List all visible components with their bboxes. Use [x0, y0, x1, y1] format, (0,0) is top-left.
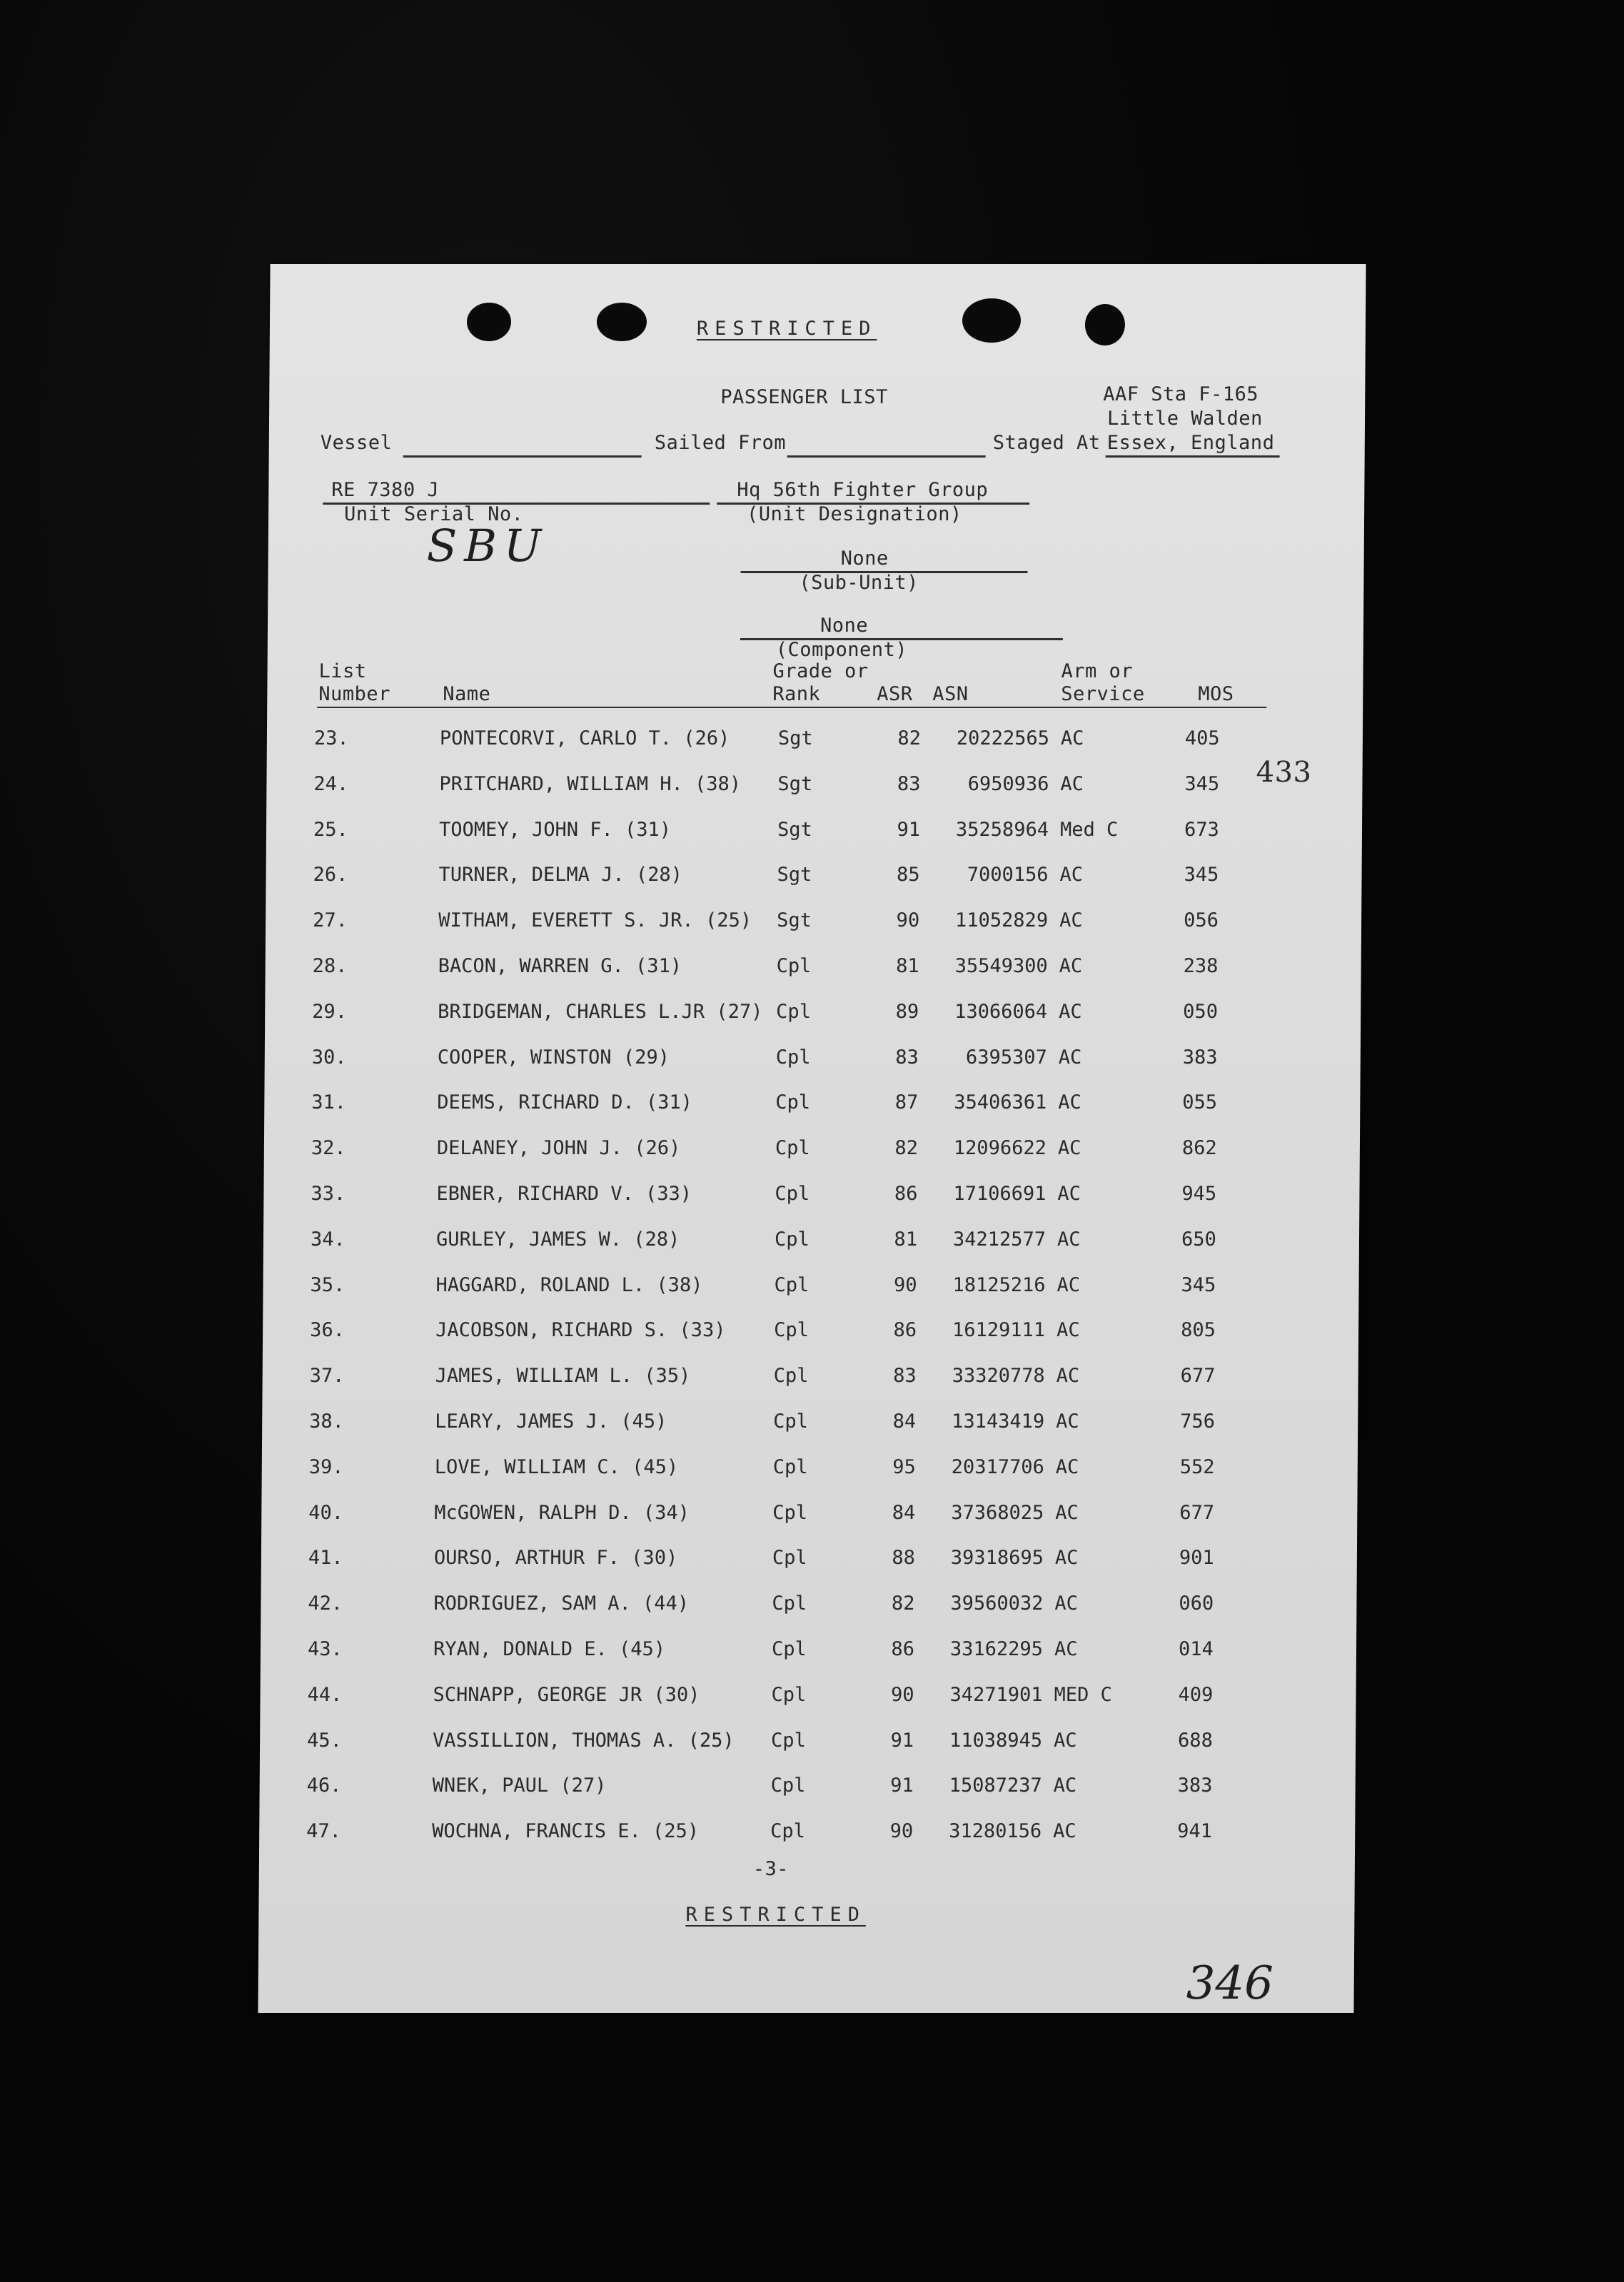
grade-cell: Cpl	[774, 1228, 810, 1251]
grade-cell: Cpl	[776, 955, 812, 977]
mos-cell: 345	[1181, 1274, 1216, 1296]
asr-cell: 90	[893, 1274, 917, 1296]
name-cell: LOVE, WILLIAM C. (45)	[434, 1456, 679, 1478]
arm-service-cell: MED C	[1054, 1684, 1112, 1706]
list-number-cell: 42.	[308, 1592, 343, 1615]
list-number-cell: 32.	[311, 1137, 346, 1159]
asr-cell: 91	[890, 1730, 914, 1752]
name-cell: BRIDGEMAN, CHARLES L.JR (27)	[438, 1001, 763, 1023]
asn-cell: 33162295	[949, 1638, 1044, 1660]
punch-hole-icon	[597, 303, 647, 341]
asn-cell: 35549300	[954, 955, 1048, 977]
table-row	[260, 1730, 1356, 1759]
table-row	[266, 910, 1361, 939]
grade-cell: Cpl	[774, 1319, 810, 1341]
asn-cell: 17106691	[953, 1183, 1046, 1205]
asn-cell: 37368025	[951, 1502, 1044, 1524]
arm-service-cell: AC	[1054, 1592, 1079, 1615]
table-row	[261, 1639, 1356, 1667]
arm-service-cell: Med C	[1059, 819, 1119, 841]
list-number-cell: 38.	[309, 1410, 345, 1433]
arm-service-cell: AC	[1054, 1638, 1078, 1660]
grade-cell: Sgt	[777, 909, 812, 932]
asr-cell: 84	[892, 1502, 916, 1524]
arm-service-cell: AC	[1056, 1228, 1081, 1251]
header-list-number-1: List	[318, 660, 367, 682]
asn-cell: 35258964	[955, 819, 1049, 841]
name-cell: LEARY, JAMES J. (45)	[435, 1410, 667, 1433]
grade-cell: Cpl	[775, 1183, 810, 1205]
arm-service-cell: AC	[1060, 727, 1084, 749]
mos-cell: 756	[1180, 1410, 1216, 1433]
list-number-cell: 43.	[307, 1638, 343, 1660]
table-row	[259, 1775, 1355, 1804]
handwritten-code: SBU	[426, 520, 549, 572]
page-number: -3-	[752, 1858, 790, 1880]
list-number-cell: 33.	[311, 1183, 346, 1205]
mos-cell: 055	[1182, 1091, 1218, 1114]
grade-cell: Cpl	[772, 1592, 807, 1615]
table-row	[264, 1092, 1360, 1121]
mos-cell: 060	[1179, 1592, 1214, 1615]
asn-cell: 15087237	[949, 1774, 1042, 1797]
list-number-cell: 31.	[311, 1091, 347, 1114]
table-row	[265, 1047, 1361, 1076]
mos-cell: 238	[1183, 955, 1219, 977]
asr-cell: 82	[894, 1137, 919, 1159]
list-number-cell: 36.	[310, 1319, 346, 1341]
handwritten-page-number: 346	[1186, 1957, 1274, 2010]
asn-cell: 12096622	[953, 1137, 1047, 1159]
mos-cell: 056	[1184, 909, 1219, 932]
list-number-cell: 24.	[313, 773, 349, 795]
document-page	[258, 264, 1366, 2013]
punch-hole-icon	[1085, 304, 1125, 345]
header-arm-1: Arm or	[1061, 660, 1134, 682]
table-row	[266, 864, 1361, 893]
arm-service-cell: AC	[1056, 1365, 1080, 1387]
mos-cell: 014	[1178, 1638, 1214, 1660]
header-grade-2: Rank	[772, 683, 821, 705]
table-row	[263, 1229, 1359, 1258]
name-cell: WOCHNA, FRANCIS E. (25)	[432, 1820, 700, 1842]
name-cell: SCHNAPP, GEORGE JR (30)	[433, 1684, 700, 1706]
mos-cell: 862	[1181, 1137, 1217, 1159]
arm-service-cell: AC	[1059, 955, 1083, 977]
name-cell: EBNER, RICHARD V. (33)	[436, 1183, 692, 1205]
staged-at-label: Staged At	[992, 432, 1101, 454]
asn-cell: 13143419	[952, 1410, 1045, 1433]
mos-cell: 650	[1181, 1228, 1216, 1251]
asn-cell: 35406361	[954, 1091, 1047, 1114]
table-row	[266, 956, 1361, 984]
asn-cell: 20317706	[951, 1456, 1044, 1478]
mos-cell: 345	[1184, 773, 1220, 795]
asn-cell: 7000156	[967, 864, 1049, 886]
header-underline	[317, 707, 1266, 708]
asn-cell: 11038945	[949, 1730, 1043, 1752]
list-number-cell: 23.	[313, 727, 349, 749]
grade-cell: Cpl	[770, 1820, 806, 1842]
sailed-from-label: Sailed From	[654, 432, 787, 454]
list-number-cell: 34.	[310, 1228, 346, 1251]
mos-cell: 945	[1181, 1183, 1217, 1205]
table-row	[261, 1593, 1356, 1622]
asn-cell: 11052829	[954, 909, 1049, 932]
list-number-cell: 39.	[308, 1456, 344, 1478]
vessel-underline	[403, 455, 642, 458]
arm-service-cell: AC	[1056, 1274, 1081, 1296]
table-row	[263, 1365, 1358, 1394]
unit-serial-value: RE 7380 J	[331, 479, 440, 501]
name-cell: WITHAM, EVERETT S. JR. (25)	[438, 909, 752, 932]
list-number-cell: 45.	[307, 1730, 343, 1752]
mos-cell: 805	[1181, 1319, 1216, 1341]
name-cell: TOOMEY, JOHN F. (31)	[438, 819, 672, 841]
name-cell: RYAN, DONALD E. (45)	[433, 1638, 666, 1660]
mos-cell: 409	[1178, 1684, 1214, 1706]
list-number-cell: 35.	[310, 1274, 346, 1296]
name-cell: DELANEY, JOHN J. (26)	[436, 1137, 681, 1159]
table-row	[262, 1411, 1358, 1440]
table-row	[263, 1183, 1359, 1212]
grade-cell: Sgt	[777, 727, 813, 749]
staged-at-underline	[1106, 455, 1280, 458]
arm-service-cell: AC	[1056, 1319, 1080, 1341]
asr-cell: 81	[894, 1228, 918, 1251]
sub-unit-label: (Sub-Unit)	[799, 572, 919, 594]
list-number-cell: 37.	[309, 1365, 345, 1387]
mos-cell: 673	[1184, 819, 1219, 841]
asn-cell: 16129111	[952, 1319, 1046, 1341]
name-cell: BACON, WARREN G. (31)	[438, 955, 682, 977]
asr-cell: 83	[895, 1046, 919, 1069]
grade-cell: Sgt	[777, 819, 812, 841]
asr-cell: 84	[892, 1410, 917, 1433]
table-row	[261, 1548, 1357, 1576]
punch-hole-icon	[962, 298, 1021, 343]
arm-service-cell: AC	[1055, 1502, 1079, 1524]
grade-cell: Sgt	[777, 773, 813, 795]
asn-cell: 13066064	[954, 1001, 1048, 1023]
grade-cell: Cpl	[774, 1274, 810, 1296]
list-number-cell: 26.	[313, 864, 348, 886]
table-row	[261, 1503, 1357, 1531]
arm-service-cell: AC	[1054, 1547, 1079, 1569]
arm-service-cell: AC	[1058, 1046, 1082, 1069]
asr-cell: 83	[897, 773, 921, 795]
grade-cell: Cpl	[770, 1774, 806, 1797]
arm-service-cell: AC	[1057, 1183, 1081, 1205]
grade-cell: Cpl	[771, 1684, 807, 1706]
table-row	[263, 1275, 1358, 1303]
station-line-3: Essex, England	[1106, 432, 1275, 454]
list-number-cell: 27.	[313, 909, 348, 932]
punch-hole-icon	[467, 303, 511, 341]
station-line-2: Little Walden	[1106, 408, 1263, 430]
asr-cell: 85	[896, 864, 920, 886]
classification-top: RESTRICTED	[696, 318, 877, 340]
asn-cell: 18125216	[952, 1274, 1046, 1296]
name-cell: GURLEY, JAMES W. (28)	[435, 1228, 680, 1251]
table-row	[262, 1457, 1358, 1485]
arm-service-cell: AC	[1059, 864, 1084, 886]
asr-cell: 95	[892, 1456, 916, 1478]
asn-cell: 20222565	[956, 727, 1050, 749]
name-cell: JACOBSON, RICHARD S. (33)	[435, 1319, 726, 1341]
asr-cell: 90	[896, 909, 920, 932]
page-title: PASSENGER LIST	[720, 386, 888, 408]
asr-cell: 89	[895, 1001, 919, 1023]
sailed-from-underline	[787, 455, 986, 458]
table-row	[264, 1138, 1360, 1166]
name-cell: DEEMS, RICHARD D. (31)	[437, 1091, 693, 1114]
mos-cell: 677	[1180, 1365, 1216, 1387]
grade-cell: Cpl	[775, 1137, 810, 1159]
table-row	[267, 728, 1363, 757]
table-row	[260, 1685, 1356, 1713]
grade-cell: Cpl	[775, 1046, 811, 1069]
asr-cell: 87	[894, 1091, 919, 1114]
header-mos: MOS	[1198, 683, 1234, 705]
name-cell: RODRIGUEZ, SAM A. (44)	[433, 1592, 690, 1615]
list-number-cell: 29.	[312, 1001, 348, 1023]
side-page-number: 433	[1256, 756, 1312, 789]
list-number-cell: 47.	[306, 1820, 342, 1842]
arm-service-cell: AC	[1053, 1774, 1077, 1797]
component-value: None	[819, 615, 869, 637]
asn-cell: 39318695	[950, 1547, 1044, 1569]
asr-cell: 88	[892, 1547, 916, 1569]
asn-cell: 34212577	[952, 1228, 1046, 1251]
list-number-cell: 25.	[313, 819, 348, 841]
grade-cell: Cpl	[773, 1410, 809, 1433]
table-row	[266, 774, 1362, 802]
grade-cell: Cpl	[773, 1365, 809, 1387]
mos-cell: 901	[1179, 1547, 1214, 1569]
header-list-number-2: Number	[318, 683, 391, 705]
list-number-cell: 46.	[306, 1774, 342, 1797]
grade-cell: Cpl	[772, 1547, 807, 1569]
classification-bottom: RESTRICTED	[685, 1904, 867, 1926]
asn-cell: 6395307	[965, 1046, 1047, 1069]
arm-service-cell: AC	[1060, 773, 1084, 795]
list-number-cell: 40.	[308, 1502, 344, 1524]
asr-cell: 86	[894, 1183, 918, 1205]
header-asr: ASR	[877, 683, 913, 705]
unit-serial-label: Unit Serial No.	[343, 503, 524, 525]
grade-cell: Sgt	[777, 864, 812, 886]
mos-cell: 345	[1184, 864, 1219, 886]
asr-cell: 82	[897, 727, 922, 749]
mos-cell: 552	[1179, 1456, 1215, 1478]
arm-service-cell: AC	[1053, 1820, 1076, 1842]
asr-cell: 86	[893, 1319, 917, 1341]
mos-cell: 941	[1177, 1820, 1213, 1842]
name-cell: JAMES, WILLIAM L. (35)	[435, 1365, 691, 1387]
table-row	[266, 819, 1362, 848]
grade-cell: Cpl	[776, 1001, 812, 1023]
grade-cell: Cpl	[772, 1502, 808, 1524]
asn-cell: 39560032	[950, 1592, 1044, 1615]
table-row	[263, 1320, 1358, 1348]
asr-cell: 82	[891, 1592, 915, 1615]
table-row	[265, 1001, 1361, 1030]
arm-service-cell: AC	[1054, 1730, 1077, 1752]
grade-cell: Cpl	[775, 1091, 811, 1114]
mos-cell: 405	[1184, 727, 1220, 749]
name-cell: HAGGARD, ROLAND L. (38)	[435, 1274, 703, 1296]
arm-service-cell: AC	[1059, 909, 1083, 932]
asr-cell: 91	[890, 1774, 914, 1797]
asn-cell: 6950936	[967, 773, 1049, 795]
name-cell: OURSO, ARTHUR F. (30)	[433, 1547, 678, 1569]
vessel-label: Vessel	[320, 432, 393, 454]
name-cell: TURNER, DELMA J. (28)	[438, 864, 683, 886]
name-cell: PRITCHARD, WILLIAM H. (38)	[439, 773, 742, 795]
header-arm-2: Service	[1061, 683, 1145, 705]
asr-cell: 90	[890, 1684, 914, 1706]
mos-cell: 677	[1179, 1502, 1215, 1524]
list-number-cell: 44.	[307, 1684, 343, 1706]
asn-cell: 34271901	[949, 1684, 1043, 1706]
list-number-cell: 41.	[308, 1547, 343, 1569]
mos-cell: 050	[1183, 1001, 1219, 1023]
asn-cell: 31280156	[949, 1820, 1042, 1842]
unit-designation-label: (Unit Designation)	[746, 503, 962, 525]
name-cell: PONTECORVI, CARLO T. (26)	[439, 727, 730, 749]
arm-service-cell: AC	[1056, 1410, 1079, 1433]
asr-cell: 86	[891, 1638, 915, 1660]
table-row	[259, 1821, 1355, 1849]
grade-cell: Cpl	[772, 1456, 808, 1478]
list-number-cell: 30.	[311, 1046, 347, 1069]
asr-cell: 83	[893, 1365, 917, 1387]
mos-cell: 383	[1177, 1774, 1213, 1797]
asn-cell: 33320778	[952, 1365, 1045, 1387]
asr-cell: 91	[897, 819, 921, 841]
grade-cell: Cpl	[771, 1730, 807, 1752]
arm-service-cell: AC	[1058, 1091, 1081, 1114]
name-cell: VASSILLION, THOMAS A. (25)	[433, 1730, 735, 1752]
arm-service-cell: AC	[1059, 1001, 1082, 1023]
asr-cell: 90	[889, 1820, 914, 1842]
header-name: Name	[443, 683, 491, 705]
station-line-1: AAF Sta F-165	[1103, 383, 1259, 405]
header-grade-1: Grade or	[772, 660, 869, 682]
mos-cell: 688	[1178, 1730, 1214, 1752]
name-cell: McGOWEN, RALPH D. (34)	[434, 1502, 690, 1524]
sub-unit-value: None	[840, 547, 889, 570]
asr-cell: 81	[896, 955, 919, 977]
grade-cell: Cpl	[771, 1638, 807, 1660]
name-cell: WNEK, PAUL (27)	[432, 1774, 607, 1797]
arm-service-cell: AC	[1057, 1137, 1081, 1159]
list-number-cell: 28.	[312, 955, 348, 977]
mos-cell: 383	[1182, 1046, 1218, 1069]
unit-designation-value: Hq 56th Fighter Group	[737, 479, 989, 501]
component-label: (Component)	[775, 639, 908, 661]
header-asn: ASN	[932, 683, 969, 705]
arm-service-cell: AC	[1055, 1456, 1079, 1478]
name-cell: COOPER, WINSTON (29)	[437, 1046, 670, 1069]
